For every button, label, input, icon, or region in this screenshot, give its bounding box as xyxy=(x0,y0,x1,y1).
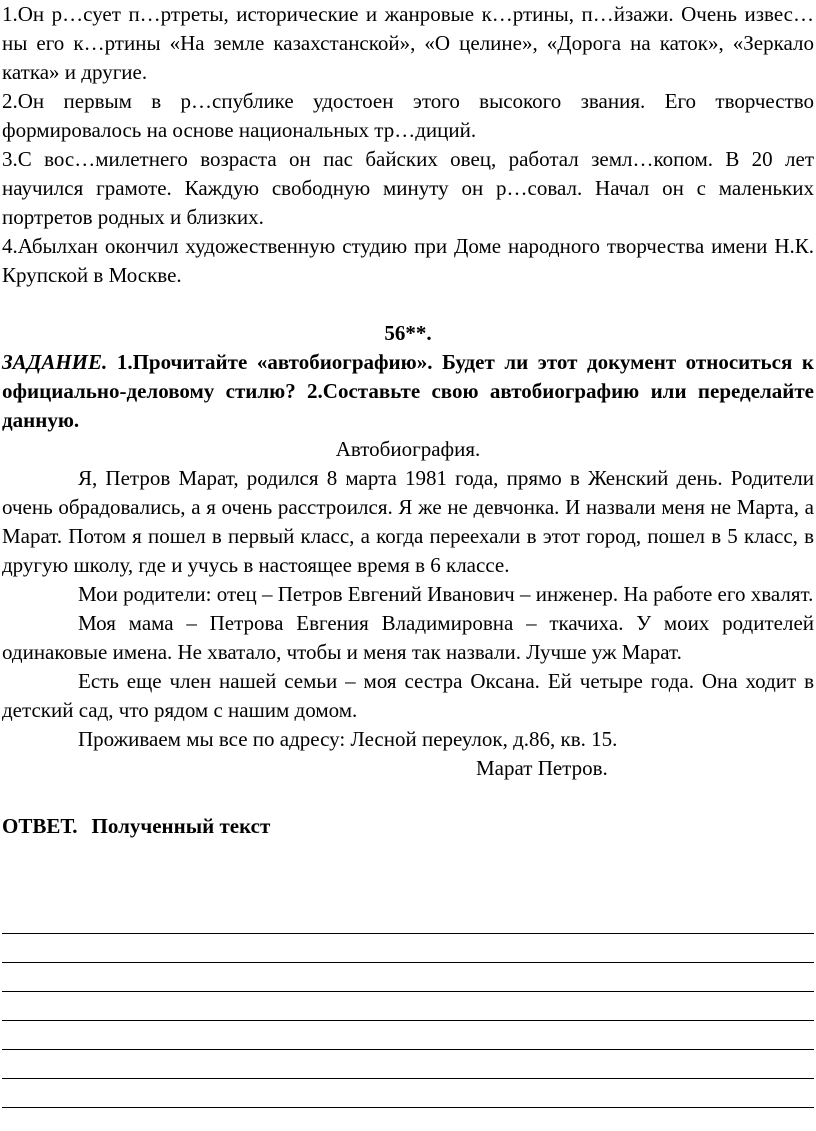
autobiography-body xyxy=(2,464,814,754)
autobiography-paragraph-1: Я, Петров Марат, родился 8 марта 1981 года, прямо в Женский день. Родители очень обрадовались, а я очень расстроился. Я же не девчонка. И назвали меня не Марта, а Марат. Потом я пошел в первый класс, а когда переехали в этот город, пошел в 5 класс, в другую школу, где и учусь в настоящее время в 6 классе. xyxy=(2,466,814,577)
answer-label: ОТВЕТ. xyxy=(2,814,78,838)
autobiography-paragraph-2: Мои родители: отец – Петров Евгений Иванович – инженер. На работе его хвалят. xyxy=(78,582,814,606)
answer-subtitle: Полученный текст xyxy=(91,814,271,838)
answer-line[interactable] xyxy=(2,992,814,1021)
intro-paragraph-3: 3.С вос…милетнего возраста он пас байских овец, работал земл…копом. В 20 лет научился грамоте. Каждую свободную минуту он р…совал. Начал он с маленьких портретов родных и близких. xyxy=(2,147,814,229)
task-text: 1.Прочитайте «автобиографию». Будет ли этот документ относиться к официально-деловому стилю? 2.Составьте свою автобиографию или переделайте данную. xyxy=(2,350,814,432)
signature: Марат Петров. xyxy=(476,756,608,780)
autobiography-title: Автобиография. xyxy=(335,437,481,461)
answer-line[interactable] xyxy=(2,1021,814,1050)
task-instruction xyxy=(2,348,814,435)
autobiography-paragraph-5: Проживаем мы все по адресу: Лесной переулок, д.86, кв. 15. xyxy=(78,727,618,751)
intro-paragraph-1: 1.Он р…сует п…ртреты, исторические и жанровые к…ртины, п…йзажи. Очень извес…ны его к…ртины «На земле казахстанской», «О целине», «Дорога на каток», «Зеркало катка» и другие. xyxy=(2,2,814,84)
answer-line[interactable] xyxy=(2,1050,814,1079)
autobiography-paragraph-3: Моя мама – Петрова Евгения Владимировна – ткачиха. У моих родителей одинаковые имена. Не хватало, чтобы и меня так назвали. Лучше уж Марат. xyxy=(2,611,814,664)
intro-paragraph-4: 4.Абылхан окончил художественную студию при Доме народного творчества имени Н.К. Крупской в Москве. xyxy=(2,234,814,287)
answer-line[interactable] xyxy=(2,1079,814,1108)
answer-line[interactable] xyxy=(2,963,814,992)
answer-line[interactable] xyxy=(2,934,814,963)
intro-paragraph-2: 2.Он первым в р…спублике удостоен этого высокого звания. Его творчество формировалось на основе национальных тр…диций. xyxy=(2,89,814,142)
autobiography-paragraph-4: Есть еще член нашей семьи – моя сестра Оксана. Ей четыре года. Она ходит в детский сад, что рядом с нашим домом. xyxy=(2,669,814,722)
intro-text xyxy=(2,0,814,290)
answer-lines xyxy=(2,930,814,1108)
task-number: 56**. xyxy=(384,321,432,345)
task-label: ЗАДАНИЕ. xyxy=(2,350,108,374)
answer-heading xyxy=(2,812,816,841)
